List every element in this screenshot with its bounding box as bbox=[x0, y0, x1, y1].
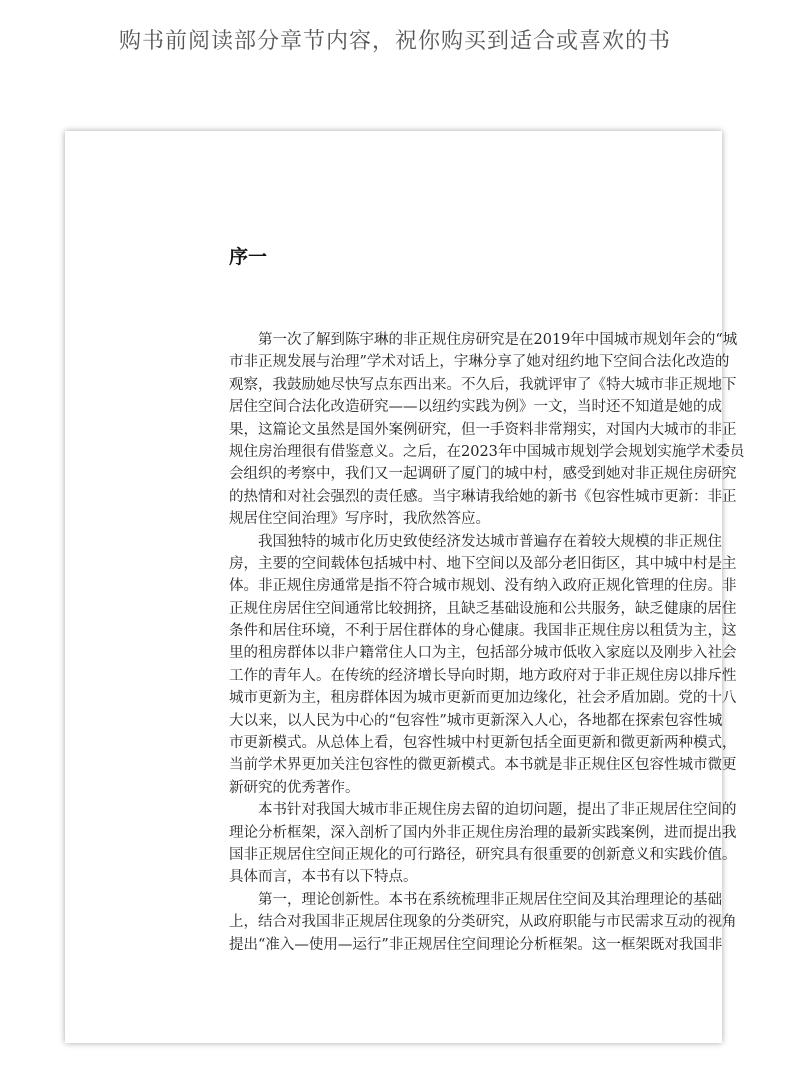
paragraph bbox=[229, 889, 737, 956]
text-line: 规居住空间治理》写序时，我欣然答应。 bbox=[229, 511, 490, 528]
text-line: 市更新模式。从总体上看，包容性城中村更新包括全面更新和微更新两种模式， bbox=[229, 735, 737, 752]
document-body bbox=[229, 329, 745, 956]
chapter-title: 序一 bbox=[229, 246, 268, 268]
text-line: 新研究的优秀著作。 bbox=[229, 779, 360, 796]
text-line: 房，主要的空间载体包括城中村、地下空间以及部分老旧街区，其中城中村是主 bbox=[229, 555, 737, 572]
text-line: 观察，我鼓励她尽快写点东西出来。不久后，我就评审了《特大城市非正规地下 bbox=[229, 376, 737, 393]
text-line: 本书针对我国大城市非正规住房去留的迫切问题，提出了非正规居住空间的 bbox=[258, 802, 737, 819]
text-line: 条件和居住环境，不利于居住群体的身心健康。我国非正规住房以租赁为主，这 bbox=[229, 623, 737, 640]
paragraph bbox=[229, 799, 737, 889]
text-line: 果，这篇论文虽然是国外案例研究，但一手资料非常翔实，对国内大城市的非正 bbox=[229, 421, 737, 438]
text-line: 提出“准入—使用—运行”非正规居住空间理论分析框架。这一框架既对我国非 bbox=[229, 936, 723, 953]
text-line: 具体而言，本书有以下特点。 bbox=[229, 869, 418, 886]
text-line: 正规住房居住空间通常比较拥挤，且缺乏基础设施和公共服务，缺乏健康的居住 bbox=[229, 600, 737, 617]
text-line: 体。非正规住房通常是指不符合城市规划、没有纳入政府正规化管理的住房。非 bbox=[229, 578, 737, 595]
text-line: 规住房治理很有借鉴意义。之后，在2023年中国城市规划学会规划实施学术委员 bbox=[229, 443, 745, 460]
text-line: 工作的青年人。在传统的经济增长导向时期，地方政府对于非正规住房以排斥性 bbox=[229, 667, 737, 684]
paragraph bbox=[229, 329, 745, 531]
text-line: 第一次了解到陈宇琳的非正规住房研究是在2019年中国城市规划年会的“城 bbox=[258, 332, 738, 348]
text-line: 我国独特的城市化历史致使经济发达城市普遍存在着较大规模的非正规住 bbox=[258, 533, 722, 550]
text-line: 上，结合对我国非正规居住现象的分类研究，从政府职能与市民需求互动的视角 bbox=[229, 914, 737, 931]
text-line: 的热情和对社会强烈的责任感。当宇琳请我给她的新书《包容性城市更新：非正 bbox=[229, 488, 737, 505]
text-line: 理论分析框架，深入剖析了国内外非正规住房治理的最新实践案例，进而提出我 bbox=[229, 824, 737, 841]
text-line: 居住空间合法化改造研究——以纽约实践为例》一文，当时还不知道是她的成 bbox=[229, 399, 722, 416]
preview-banner: 购书前阅读部分章节内容，祝你购买到适合或喜欢的书 bbox=[118, 29, 671, 54]
document-page bbox=[65, 131, 745, 1043]
text-line: 里的租房群体以非户籍常住人口为主，包括部分城市低收入家庭以及刚步入社会 bbox=[229, 645, 737, 662]
text-line: 会组织的考察中，我们又一起调研了厦门的城中村，感受到她对非正规住房研究 bbox=[229, 466, 737, 483]
text-line: 市非正规发展与治理”学术对话上，宇琳分享了她对纽约地下空间合法化改造的 bbox=[229, 354, 730, 371]
text-line: 国非正规居住空间正规化的可行路径，研究具有很重要的创新意义和实践价值。 bbox=[229, 846, 737, 863]
paragraph bbox=[229, 531, 737, 800]
text-line: 第一，理论创新性。本书在系统梳理非正规居住空间及其治理理论的基础 bbox=[258, 891, 722, 908]
text-line: 大以来，以人民为中心的“包容性”城市更新深入人心，各地都在探索包容性城 bbox=[229, 712, 723, 729]
text-line: 城市更新为主，租房群体因为城市更新而更加边缘化，社会矛盾加剧。党的十八 bbox=[229, 690, 737, 707]
text-line: 当前学术界更加关注包容性的微更新模式。本书就是非正规住区包容性城市微更 bbox=[229, 757, 737, 774]
